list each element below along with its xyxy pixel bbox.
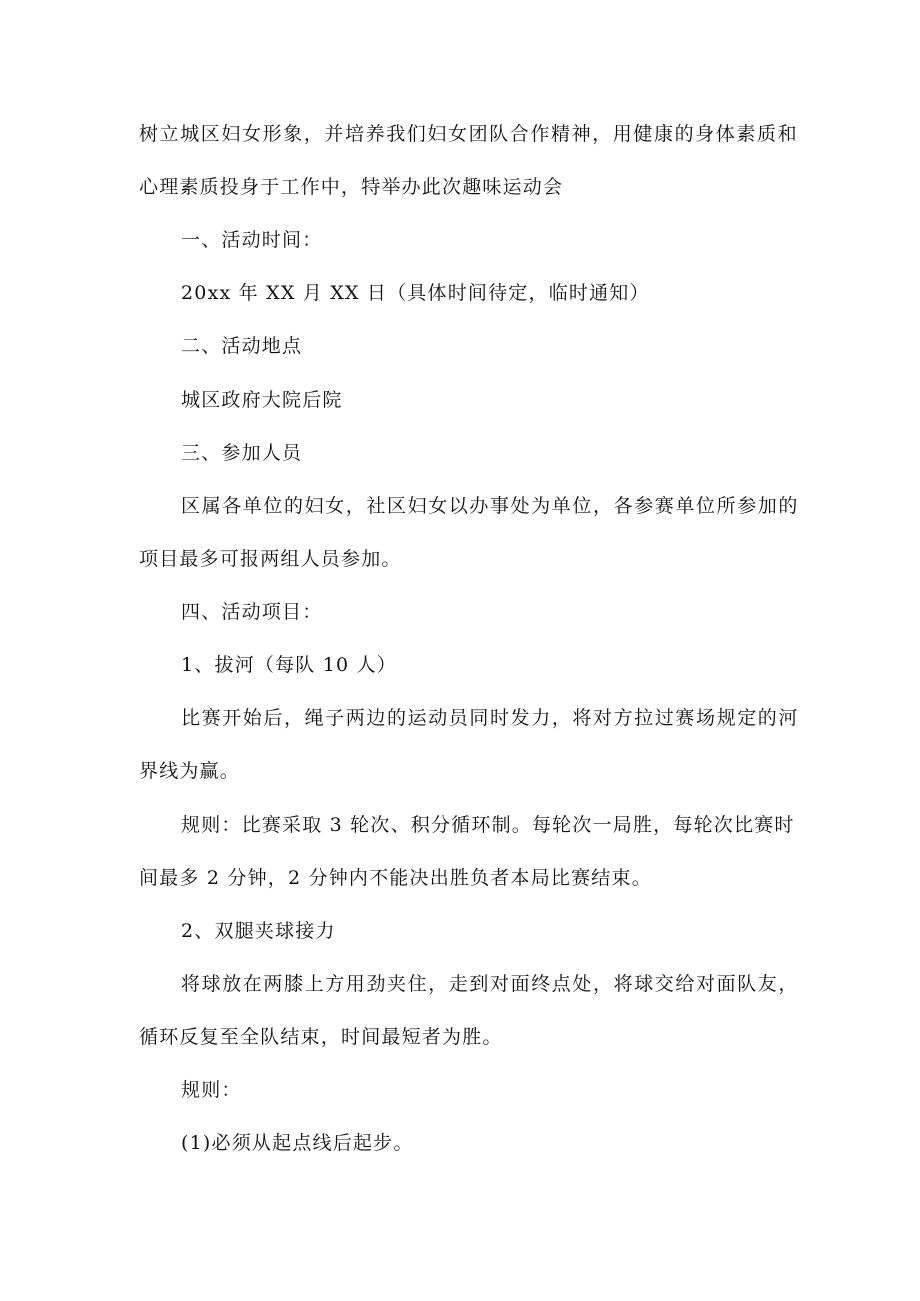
event-2-description-line-1: 将球放在两膝上方用劲夹住，走到对面终点处，将球交给对面队友， bbox=[181, 973, 800, 995]
section-heading-events: 四、活动项目： bbox=[181, 601, 323, 623]
event-date-text: 20xx 年 XX 月 XX 日（具体时间待定，临时通知） bbox=[181, 282, 650, 304]
section-heading-participants: 三、参加人员 bbox=[181, 442, 303, 464]
section-heading-time: 一、活动时间： bbox=[181, 229, 323, 251]
event-2-title: 2、双腿夹球接力 bbox=[181, 920, 336, 942]
event-2-rules-heading: 规则： bbox=[181, 1079, 242, 1101]
event-2-rule-1: (1)必须从起点线后起步。 bbox=[181, 1132, 414, 1154]
event-1-rules-line-2: 间最多 2 分钟，2 分钟内不能决出胜负者本局比赛结束。 bbox=[139, 867, 652, 889]
event-1-description-line-2: 界线为赢。 bbox=[139, 760, 241, 782]
event-location-text: 城区政府大院后院 bbox=[181, 389, 343, 411]
paragraph-intro-line-1: 树立城区妇女形象，并培养我们妇女团队合作精神，用健康的身体素质和 bbox=[139, 123, 799, 145]
paragraph-intro-line-2: 心理素质投身于工作中，特举办此次趣味运动会 bbox=[139, 176, 564, 198]
event-1-description-line-1: 比赛开始后，绳子两边的运动员同时发力，将对方拉过赛场规定的河 bbox=[181, 707, 800, 729]
section-heading-location: 二、活动地点 bbox=[181, 335, 303, 357]
participants-text-line-1: 区属各单位的妇女，社区妇女以办事处为单位，各参赛单位所参加的 bbox=[181, 495, 800, 517]
event-2-description-line-2: 循环反复至全队结束，时间最短者为胜。 bbox=[139, 1026, 503, 1048]
event-1-title: 1、拔河（每队 10 人） bbox=[181, 654, 397, 676]
participants-text-line-2: 项目最多可报两组人员参加。 bbox=[139, 548, 402, 570]
event-1-rules-line-1: 规则：比赛采取 3 轮次、积分循环制。每轮次一局胜，每轮次比赛时 bbox=[181, 814, 795, 836]
